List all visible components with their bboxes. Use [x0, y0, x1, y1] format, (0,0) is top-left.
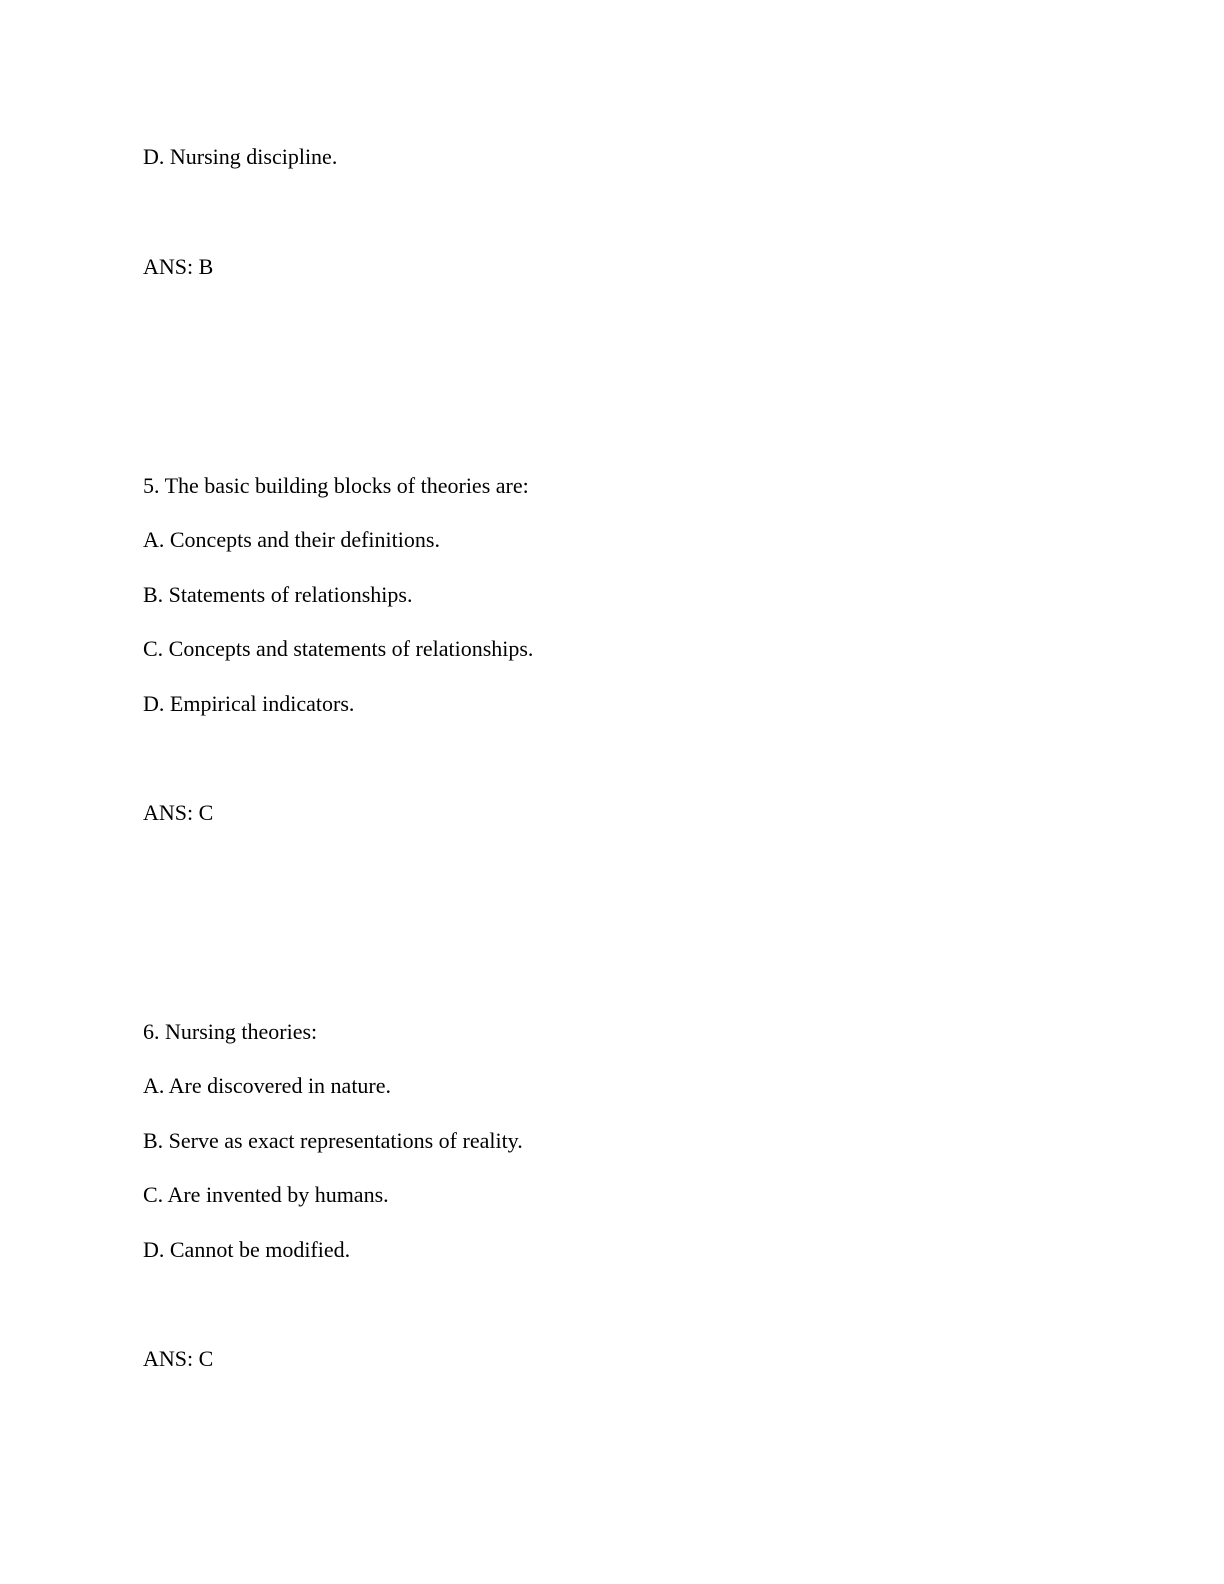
question-5-answer: ANS: C [143, 800, 214, 825]
question-6-stem: 6. Nursing theories: [143, 1019, 318, 1044]
question-5-option-b: B. Statements of relationships. [143, 582, 413, 607]
question-6-option-d: D. Cannot be modified. [143, 1237, 351, 1262]
question-5-stem: 5. The basic building blocks of theories are: [143, 473, 529, 498]
question-6-answer: ANS: C [143, 1346, 214, 1371]
question-6-option-b: B. Serve as exact representations of reality. [143, 1128, 523, 1153]
question-6-option-c: C. Are invented by humans. [143, 1182, 389, 1207]
question-5-option-d: D. Empirical indicators. [143, 691, 355, 716]
prev-question-option-d: D. Nursing discipline. [143, 144, 338, 169]
question-6-option-a: A. Are discovered in nature. [143, 1073, 392, 1098]
prev-question-answer: ANS: B [143, 254, 214, 279]
question-5-option-c: C. Concepts and statements of relationships. [143, 636, 534, 661]
question-5-option-a: A. Concepts and their definitions. [143, 527, 440, 552]
